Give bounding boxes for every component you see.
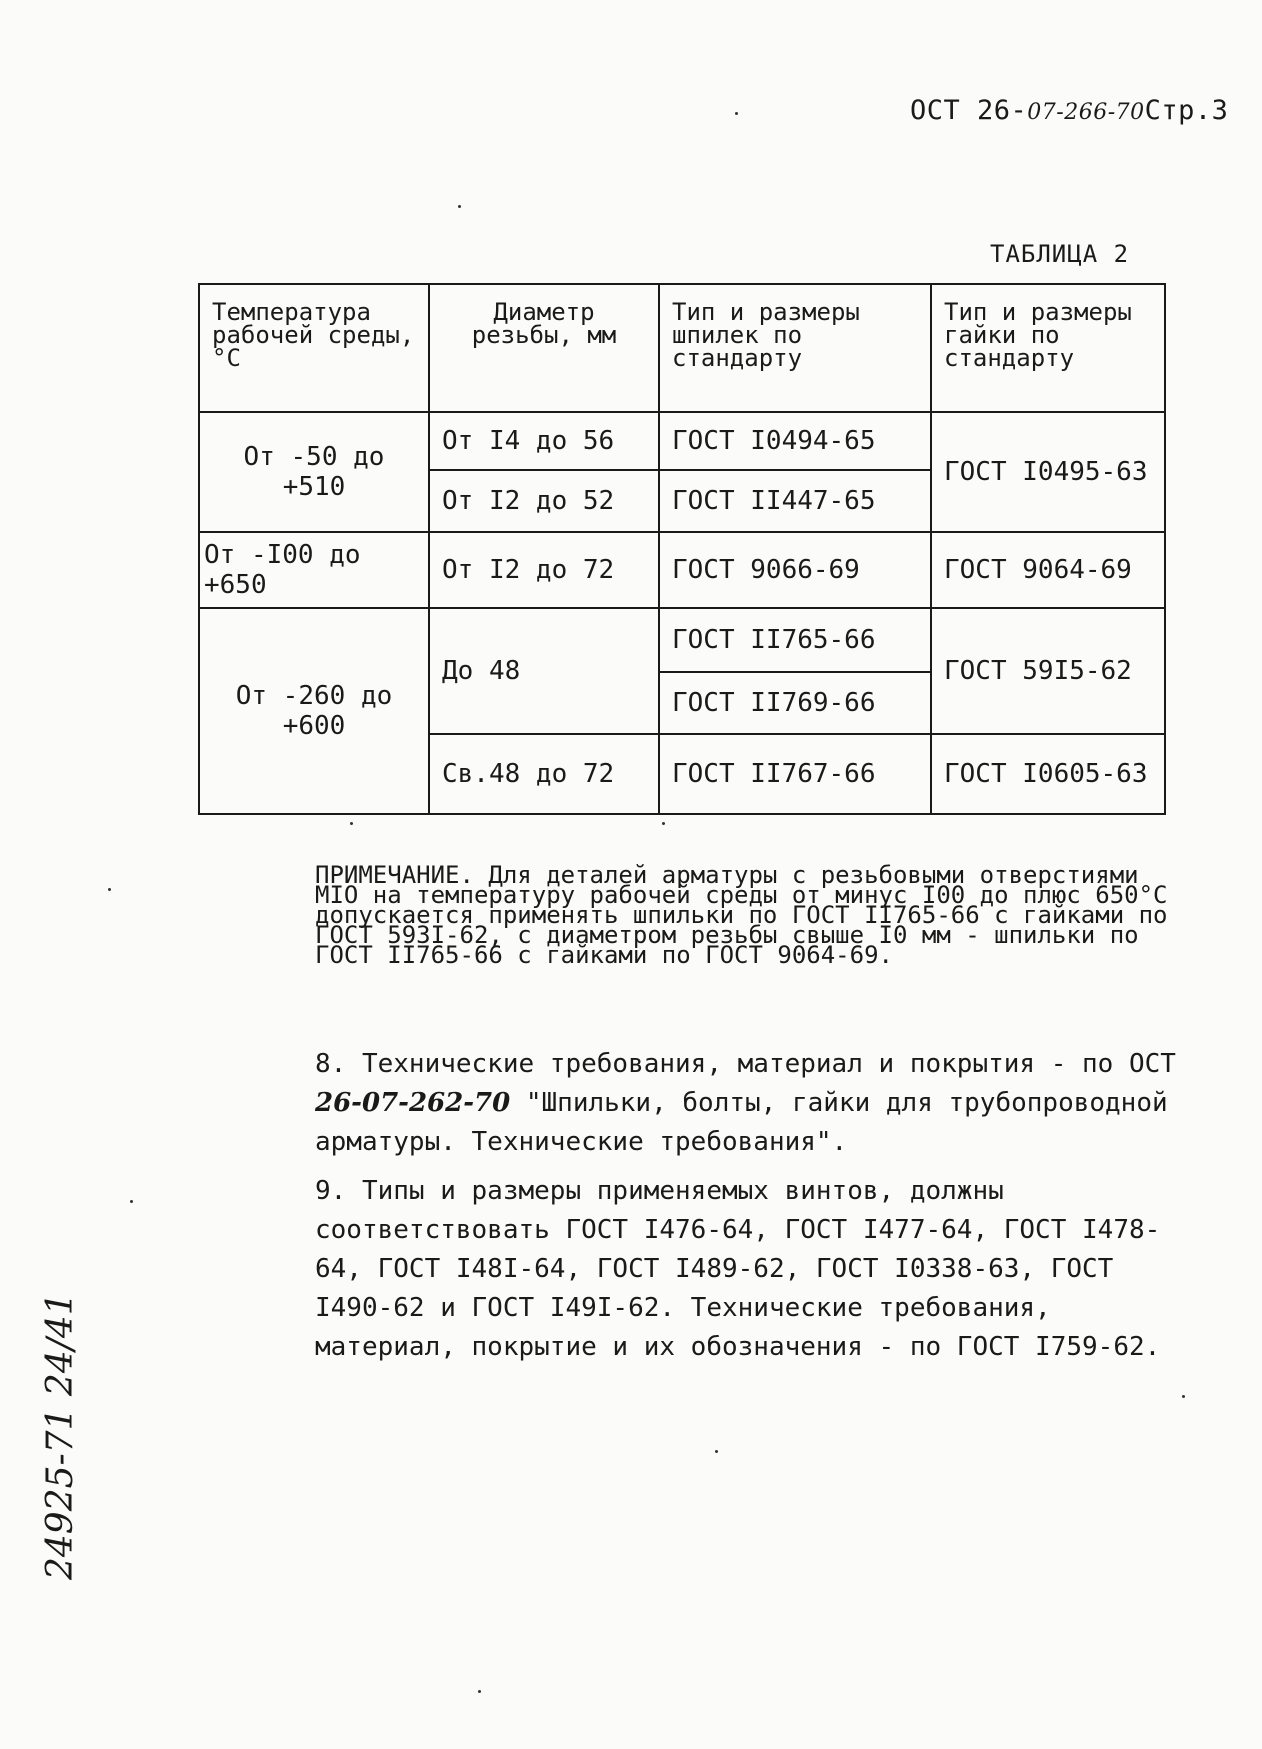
cell-temp: От -260 до +600 [199, 608, 429, 814]
table-caption: ТАБЛИЦА 2 [990, 240, 1130, 268]
cell-nut: ГОСТ I0605-63 [931, 734, 1165, 814]
paragraph-9: 9. Типы и размеры применяемых винтов, должны соответствовать ГОСТ I476-64, ГОСТ I477-64, ГОСТ I478-64, ГОСТ I48I-64, ГОСТ I489-62, ГОСТ I0338-63, ГОСТ I490-62 и ГОСТ I49I-62. Технические требования, материал, покрытие и их обозначения - по ГОСТ I759-62. [315, 1176, 1161, 1362]
cell-stud: ГОСТ II769-66 [659, 672, 931, 734]
cell-nut: ГОСТ 59I5-62 [931, 608, 1165, 734]
cell-diameter: От I2 до 52 [429, 470, 659, 532]
doc-number-handwritten: 07-266-70 [1027, 100, 1145, 125]
cell-diameter: Св.48 до 72 [429, 734, 659, 814]
cell-stud: ГОСТ II767-66 [659, 734, 931, 814]
page-number: Стр.3 [1144, 95, 1229, 126]
cell-stud: ГОСТ I0494-65 [659, 412, 931, 470]
table-header-row [199, 284, 1165, 412]
col-header-diameter: Диаметр резьбы, мм [429, 284, 659, 412]
cell-nut: ГОСТ I0495-63 [931, 412, 1165, 532]
cell-diameter: До 48 [429, 608, 659, 734]
cell-diameter: От I2 до 72 [429, 532, 659, 608]
paragraph-8-handwritten: 26-07-262-70 [315, 1088, 511, 1118]
table-row [199, 532, 1165, 608]
table-row [199, 608, 1165, 672]
cell-stud: ГОСТ II765-66 [659, 608, 931, 672]
page-header [910, 95, 1228, 126]
paragraph-8 [315, 1045, 1195, 1162]
paragraph-8-lead: 8. Технические требования, материал и покрытия - по ОСТ [315, 1049, 1176, 1079]
cell-temp: От -50 до +510 [199, 412, 429, 532]
col-header-temperature: Температура рабочей среды, °С [199, 284, 429, 412]
cell-diameter: От I4 до 56 [429, 412, 659, 470]
cell-nut: ГОСТ 9064-69 [931, 532, 1165, 608]
margin-handwritten-note: 24925-71 24/41 [40, 1292, 81, 1580]
doc-prefix: ОСТ 26- [910, 95, 1028, 126]
col-header-nuts: Тип и размеры гайки по стандарту [931, 284, 1165, 412]
spec-table [198, 283, 1166, 815]
paragraph-8-tail: "Шпильки, болты, гайки для трубопроводной арматуры. Технические требования". [315, 1088, 1168, 1157]
cell-temp: От -I00 до +650 [199, 532, 429, 608]
cell-stud: ГОСТ 9066-69 [659, 532, 931, 608]
cell-stud: ГОСТ II447-65 [659, 470, 931, 532]
table-note: ПРИМЕЧАНИЕ. Для деталей арматуры с резьбовыми отверстиями МIO на температуру рабочей среды от минус I00 до плюс 650°С допускается применять шпильки по ГОСТ II765-66 с гайками по ГОСТ 593I-62, с диаметром резьбы свыше I0 мм - шпильки по ГОСТ II765-66 с гайками по ГОСТ 9064-69. [315, 861, 1168, 969]
col-header-studs: Тип и размеры шпилек по стандарту [659, 284, 931, 412]
table-row [199, 412, 1165, 470]
